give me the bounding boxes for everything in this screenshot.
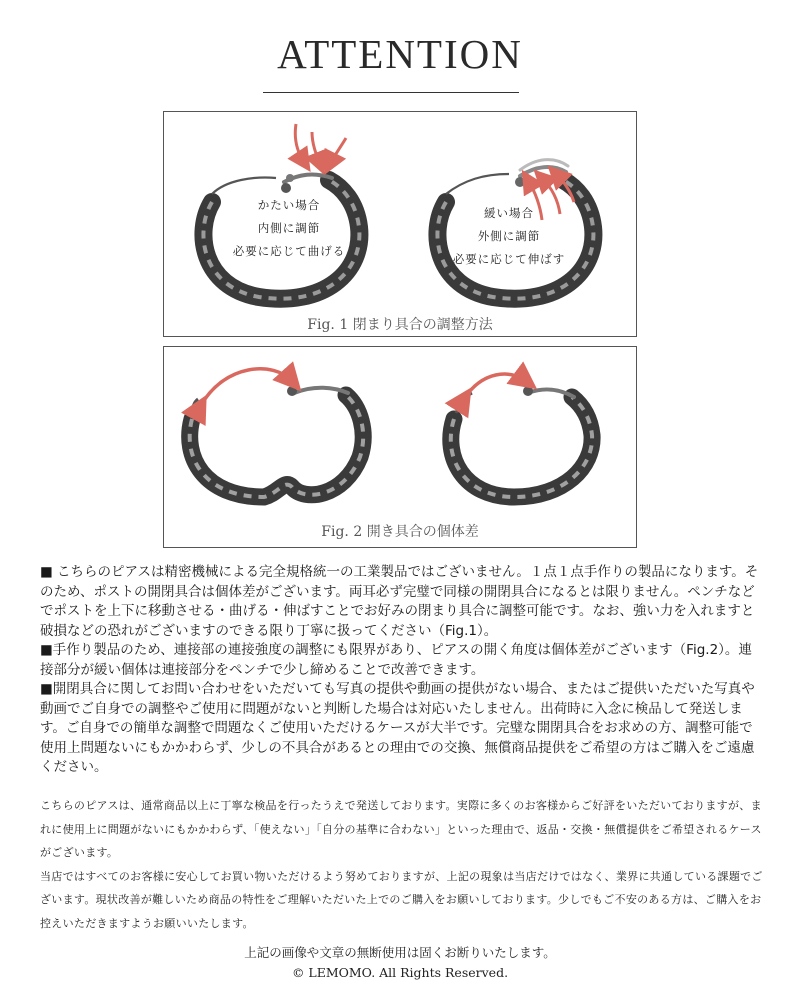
notice-paragraph: ■手作り製品のため、連接部の連接強度の調整にも限界があり、ピアスの開く角度は個体差がございます（Fig.2）。連接部分が緩い個体は連接部分をペンチで少し締めることで改善できます。 (40, 642, 752, 678)
note-line: 必要に応じて曲げる (232, 244, 346, 258)
title-underline (263, 92, 519, 93)
ring-wide-icon (190, 386, 363, 497)
note-line: 緩い場合 (484, 206, 534, 220)
note-line: かたい場合 (257, 198, 321, 212)
figure-2-illustration (164, 347, 636, 547)
fig2-caption: Fig. 2 開き具合の個体差 (321, 524, 479, 540)
sub-paragraph: 当店ではすべてのお客様に安心してお買い物いただけるよう努めておりますが、上記の現象は当店だけではなく、業界に共通している課題でございます。現状改善が難しいため商品の特性をご理解いただいた上でのご購入をお願いしております。少しでもご不安のある方は、ご購入をお控えいただきますようお願いいたします。 (40, 869, 763, 930)
sub-notice (40, 794, 764, 935)
ring-narrow-icon (451, 386, 592, 497)
fig1-caption: Fig. 1 閉まり具合の調整方法 (307, 317, 493, 333)
fig1-right-note (444, 202, 574, 271)
footer-notice: 上記の画像や文章の無断使用は固くお断りいたします。 (244, 945, 556, 960)
footer-copyright: © LEMOMO. All Rights Reserved. (291, 965, 509, 980)
sub-paragraph: こちらのピアスは、通常商品以上に丁寧な検品を行ったうえで発送しております。実際に多くのお客様からご好評をいただいておりますが、まれに使用上に問題がないにもかかわらず、「使えない」「自分の基準に合わない」といった理由で、返品・交換・無償提供をご希望されるケースがございます。 (40, 799, 762, 859)
notice-paragraph: ■ こちらのピアスは精密機械による完全規格統一の工業製品ではございません。１点１点手作りの製品になります。そのため、ポストの開閉具合は個体差がございます。両耳必ず完璧で同様の開閉具合になるとは限りません。ペンチなどでポストを上下に移動させる・曲げる・伸ばすことでお好みの閉まり具合に調整可能です。なお、強い力を入れますと破損などの恐れがございますのできる限り丁寧に扱ってください（Fig.1）。 (40, 564, 759, 639)
note-line: 外側に調節 (477, 229, 541, 243)
fig1-left-note (224, 194, 354, 263)
note-line: 内側に調節 (257, 221, 321, 235)
page-title: ATTENTION (277, 31, 523, 77)
note-line: 必要に応じて伸ばす (452, 252, 566, 266)
notice-paragraph: ■開閉具合に関してお問い合わせをいただいても写真の提供や動画の提供がない場合、またはご提供いただいた写真や動画でご自身での調整やご使用に問題がないと判断した場合は対応いたしません。出荷時に入念に検品して発送します。ご自身での簡単な調整で問題なくご使用いただけるケースが大半です。完璧な開閉具合をお求めの方、調整可能で使用上問題ないにもかかわらず、少しの不具合があるとの理由での交換、無償商品提供をご希望の方はご購入をご遠慮ください。 (40, 681, 755, 775)
main-notice (40, 563, 764, 778)
figure-2 (163, 346, 637, 548)
figure-1 (163, 111, 637, 337)
